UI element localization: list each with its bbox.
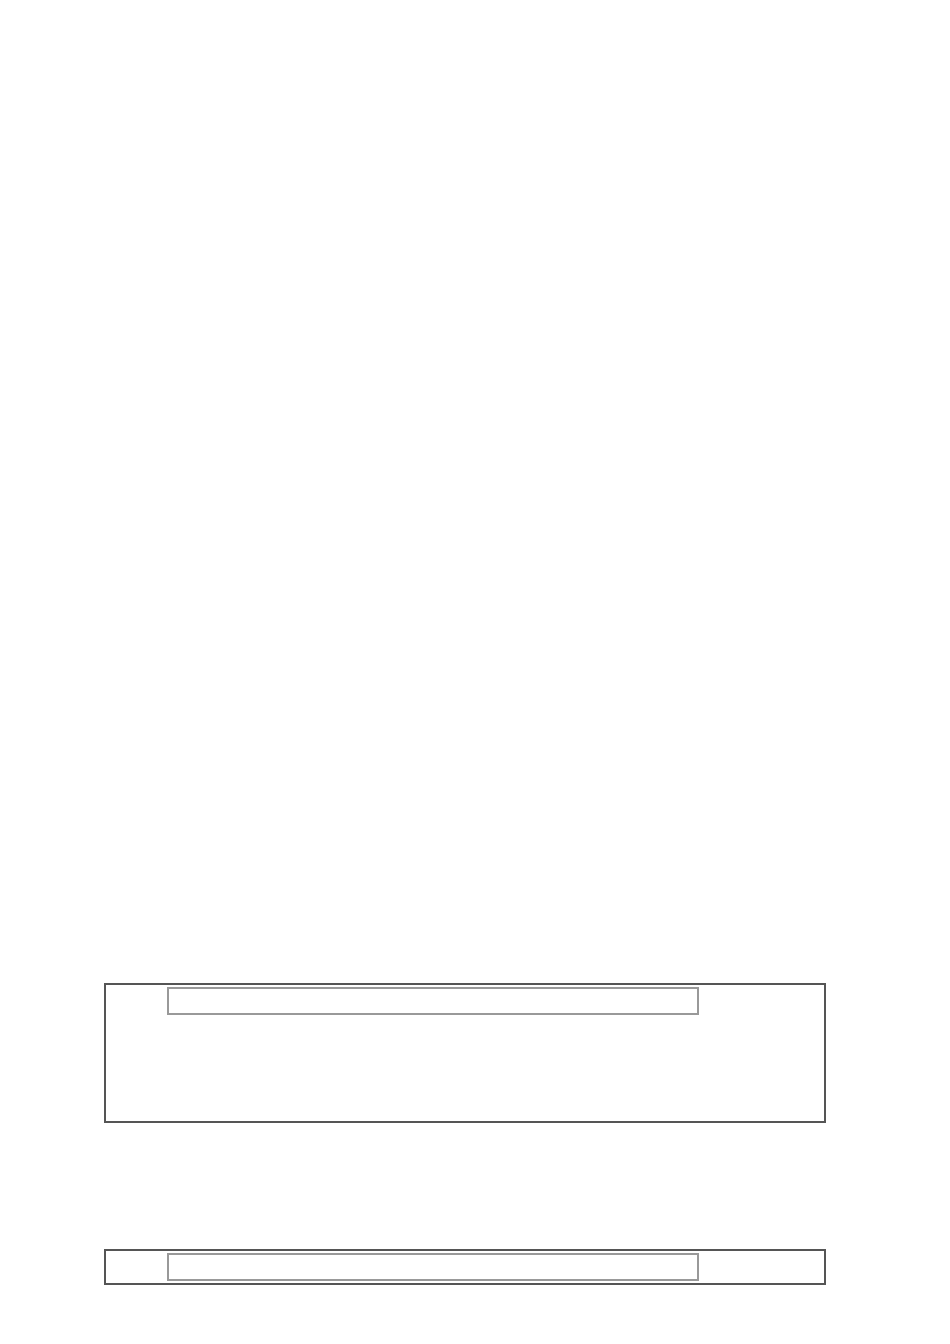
table2-group-header xyxy=(167,1253,699,1281)
table1-group-header xyxy=(167,987,699,1015)
